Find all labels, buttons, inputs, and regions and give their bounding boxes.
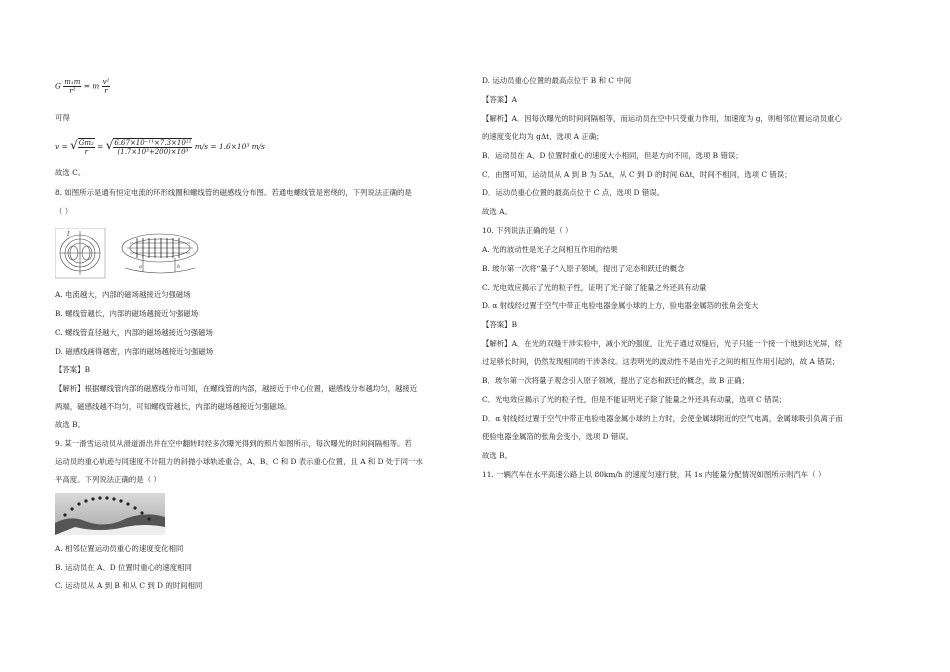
ski-jump-photo — [55, 493, 165, 535]
fraction-inner — [78, 138, 95, 156]
question-10: 10. 下列说法正确的是（ ） — [482, 226, 573, 235]
q8-explain-line-1: 【解析】根据螺线管内部的磁感线分布可知，在螺线管的内部，越接近于中心位置，磁感线分布越均匀，越接近 — [55, 384, 418, 393]
question-11: 11. 一辆汽车在水平高速公路上以 80km/h 的速度匀速行驶，其 1s 内能量分配情况如图所示则汽车（ ） — [482, 470, 826, 479]
q8-explain-line-2: 两端，磁感线越不均匀，可知螺线管越长，内部的磁场越接近匀强磁场。 — [55, 402, 292, 411]
solenoid-label-b: b — [177, 264, 181, 270]
q9-explain-1: 【解析】A．因每次曝光的时间间隔相等，而运动员在空中只受重力作用，加速度为 g，则相邻位置运动员重心 — [482, 114, 842, 123]
question-8: 8. 如图所示是通有恒定电流的环形线圈和螺线管的磁感线分布图。若通电螺线管是密绕的，下列说法正确的是 — [55, 188, 412, 197]
fraction-num: v² — [102, 78, 110, 86]
fraction-num: Gm₂ — [78, 139, 94, 147]
q9-option-c: C. 运动员从 A 到 B 和从 C 到 D 的时间相同 — [55, 581, 203, 590]
ring-coil-field — [55, 228, 105, 278]
q10-explain-6: 使验电器金属箔的张角会变小，选项 D 错误。 — [482, 432, 634, 441]
q10-final: 故选 B。 — [482, 451, 512, 460]
magnetic-field-figure — [55, 228, 205, 280]
fraction-centripetal — [102, 78, 111, 95]
q10-explain-4: C．光电效应揭示了光的粒子性，但是不能证明光子除了能量之外还具有动量，选项 C 错误； — [482, 395, 787, 404]
fraction-den: r — [84, 148, 88, 156]
q10-explain-5: D．α 射线经过置于空气中带正电验电器金属小球的上方时，会使金属球附近的空气电离，金属球吸引负离子而 — [482, 414, 843, 423]
solenoid-field — [122, 234, 198, 273]
sqrt-icon: √ — [70, 138, 78, 152]
q8-option-c: C. 螺线管直径越大，内部的磁场越接近匀强磁场 — [55, 328, 213, 337]
fraction-gravity — [63, 78, 81, 95]
q9-option-b: B. 运动员在 A、D 位置时重心的速度相同 — [55, 563, 192, 572]
question-8-paren: （ ） — [55, 207, 73, 216]
fraction-num: 6.67×10⁻¹¹×7.3×10²² — [114, 139, 192, 147]
formula-tail: m/s = 1.6×10³ m/s — [194, 142, 265, 151]
q10-option-d: D. α 射线经过置于空气中带正电验电器金属小球的上方，验电器金属箔的张角会变大 — [482, 301, 759, 310]
formula-gravity-centripetal — [55, 78, 110, 95]
answer-q7: 故选 C。 — [55, 168, 86, 177]
q8-answer: 【答案】B — [55, 365, 90, 374]
q8-option-a: A. 电流越大，内部的磁场越接近匀强磁场 — [55, 290, 191, 299]
solenoid-label-a: a — [139, 264, 142, 270]
q10-option-b: B. 玻尔第一次将“量子”入原子领域，提出了定态和跃迁的概念 — [482, 264, 685, 273]
q9-option-a: A. 相邻位置运动员重心的速度变化相同 — [55, 544, 184, 553]
fraction-den: r² — [69, 87, 76, 95]
q10-explain-2: 过足够长时间，仍然发现相同的干涉条纹。这表明光的波动性不是由光子之间的相互作用引起的，故 A 错误； — [482, 357, 840, 366]
q10-explain-3: B．玻尔第一次将量子观念引入原子领域，提出了定态和跃迁的概念，故 B 正确； — [482, 376, 749, 385]
formula-eq: = m — [83, 81, 100, 91]
fraction-den: r — [104, 87, 108, 95]
formula-eq: = — [97, 142, 104, 151]
q10-explain-1: 【解析】A．在光的双缝干涉实验中，减小光的强度，让光子通过双缝后，光子只能一个接一个地到达光屏，经 — [482, 339, 843, 348]
formula-g: G — [55, 81, 61, 91]
formula-lhs: v = — [55, 142, 68, 151]
fraction-den: (1.7×10³+200)×10³ — [117, 148, 189, 156]
q8-option-d: D. 磁感线画得越密，内部的磁场越接近匀强磁场 — [55, 347, 214, 356]
q9-answer: 【答案】A — [482, 95, 517, 104]
question-9-line-2: 运动员的重心轨迹与同速度不计阻力的斜抛小球轨迹重合，A、B、C 和 D 表示重心位置，且 A 和 D 处于同一水 — [55, 457, 423, 466]
q9-explain-5: D．运动员重心位置的最高点位于 C 点，选项 D 错误。 — [482, 188, 665, 197]
q9-final: 故选 A。 — [482, 207, 512, 216]
q10-answer: 【答案】B — [482, 320, 517, 329]
q8-final: 故选 B。 — [55, 420, 85, 429]
q9-explain-2: 的速度变化均为 gΔt，选项 A 正确； — [482, 132, 604, 141]
q9-explain-4: C．由图可知，运动员从 A 到 B 为 5Δt，从 C 到 D 的时间 6Δt，时间不相同，选项 C 错误； — [482, 170, 792, 179]
q10-option-c: C. 光电效应揭示了光的粒子性，证明了光子除了能量之外还具有动量 — [482, 283, 707, 292]
fraction-numeric — [113, 138, 192, 156]
sqrt-icon: √ — [105, 138, 114, 152]
q8-option-b: B. 螺线管越长，内部的磁场越接近匀强磁场 — [55, 309, 199, 318]
fraction-num: m₁m — [64, 78, 81, 86]
q10-option-a: A. 光的波动性是光子之间相互作用的结果 — [482, 245, 618, 254]
text-ke-de: 可得 — [55, 113, 70, 122]
q9-option-d: D. 运动员重心位置的最高点位于 B 和 C 中间 — [482, 76, 632, 85]
formula-velocity — [55, 138, 265, 156]
coil-current-label: I — [67, 231, 70, 238]
question-9-line-1: 9. 某一滑雪运动员从滑道滑出并在空中翻转时经多次曝光得到的照片如图所示，每次曝光的时间间隔相等。若 — [55, 439, 412, 448]
question-9-line-3: 平高度。下列说法正确的是（ ） — [55, 475, 161, 484]
q9-explain-3: B．运动员在 A、D 位置时重心的速度大小相同，但是方向不同，选项 B 错误； — [482, 151, 743, 160]
